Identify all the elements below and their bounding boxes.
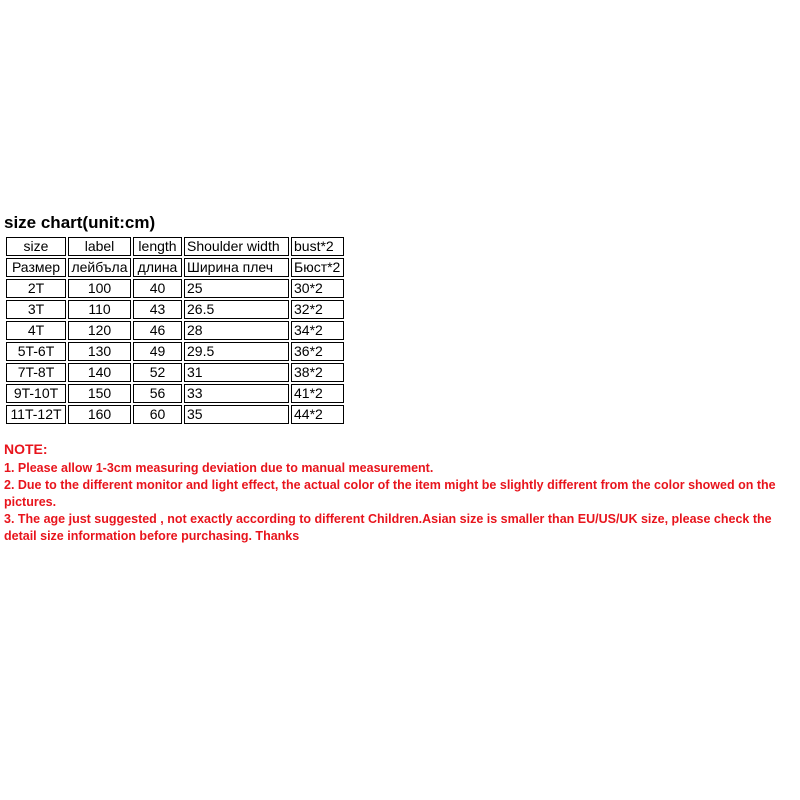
table-cell: 38*2 bbox=[291, 363, 344, 382]
table-row bbox=[6, 321, 344, 340]
header-cell: bust*2 bbox=[291, 237, 344, 256]
table-cell: 150 bbox=[68, 384, 131, 403]
header-cell: length bbox=[133, 237, 182, 256]
table-row bbox=[6, 342, 344, 361]
table-cell: 110 bbox=[68, 300, 131, 319]
notes-heading: NOTE: bbox=[4, 441, 48, 457]
table-cell: 35 bbox=[184, 405, 289, 424]
table-row bbox=[6, 279, 344, 298]
header-cell: Бюст*2 bbox=[291, 258, 344, 277]
table-cell: 52 bbox=[133, 363, 182, 382]
note-item: 3. The age just suggested , not exactly according to different Children.Asian size is smaller than EU/US/UK size, please check the detail size information before purchasing. Thanks bbox=[4, 512, 772, 543]
note-item: 2. Due to the different monitor and light effect, the actual color of the item might be slightly different from the color showed on the pictures. bbox=[4, 478, 776, 509]
table-cell: 28 bbox=[184, 321, 289, 340]
table-cell: 32*2 bbox=[291, 300, 344, 319]
table-cell: 34*2 bbox=[291, 321, 344, 340]
notes-section bbox=[4, 440, 796, 545]
table-cell: 26.5 bbox=[184, 300, 289, 319]
size-chart-table bbox=[4, 235, 346, 426]
table-cell: 33 bbox=[184, 384, 289, 403]
table-row bbox=[6, 405, 344, 424]
table-cell: 140 bbox=[68, 363, 131, 382]
size-chart-title: size chart(unit:cm) bbox=[4, 213, 156, 232]
table-cell: 31 bbox=[184, 363, 289, 382]
table-cell: 160 bbox=[68, 405, 131, 424]
table-cell: 5T-6T bbox=[6, 342, 66, 361]
table-cell: 3T bbox=[6, 300, 66, 319]
table-cell: 25 bbox=[184, 279, 289, 298]
table-cell: 30*2 bbox=[291, 279, 344, 298]
table-cell: 4T bbox=[6, 321, 66, 340]
header-cell: Shoulder width bbox=[184, 237, 289, 256]
table-cell: 44*2 bbox=[291, 405, 344, 424]
header-cell: длина bbox=[133, 258, 182, 277]
table-cell: 36*2 bbox=[291, 342, 344, 361]
table-cell: 11T-12T bbox=[6, 405, 66, 424]
table-cell: 40 bbox=[133, 279, 182, 298]
table-cell: 49 bbox=[133, 342, 182, 361]
table-cell: 43 bbox=[133, 300, 182, 319]
table-header-row-ru bbox=[6, 258, 344, 277]
table-cell: 46 bbox=[133, 321, 182, 340]
table-cell: 7T-8T bbox=[6, 363, 66, 382]
header-cell: Ширина плеч bbox=[184, 258, 289, 277]
table-cell: 9T-10T bbox=[6, 384, 66, 403]
table-cell: 56 bbox=[133, 384, 182, 403]
table-row bbox=[6, 300, 344, 319]
table-cell: 130 bbox=[68, 342, 131, 361]
header-cell: Размер bbox=[6, 258, 66, 277]
table-cell: 29.5 bbox=[184, 342, 289, 361]
header-cell: label bbox=[68, 237, 131, 256]
note-item: 1. Please allow 1-3cm measuring deviation due to manual measurement. bbox=[4, 461, 434, 475]
table-cell: 100 bbox=[68, 279, 131, 298]
table-row bbox=[6, 384, 344, 403]
header-cell: size bbox=[6, 237, 66, 256]
table-header-row-en bbox=[6, 237, 344, 256]
table-cell: 2T bbox=[6, 279, 66, 298]
table-cell: 120 bbox=[68, 321, 131, 340]
table-cell: 41*2 bbox=[291, 384, 344, 403]
table-row bbox=[6, 363, 344, 382]
table-cell: 60 bbox=[133, 405, 182, 424]
header-cell: лейбъла bbox=[68, 258, 131, 277]
